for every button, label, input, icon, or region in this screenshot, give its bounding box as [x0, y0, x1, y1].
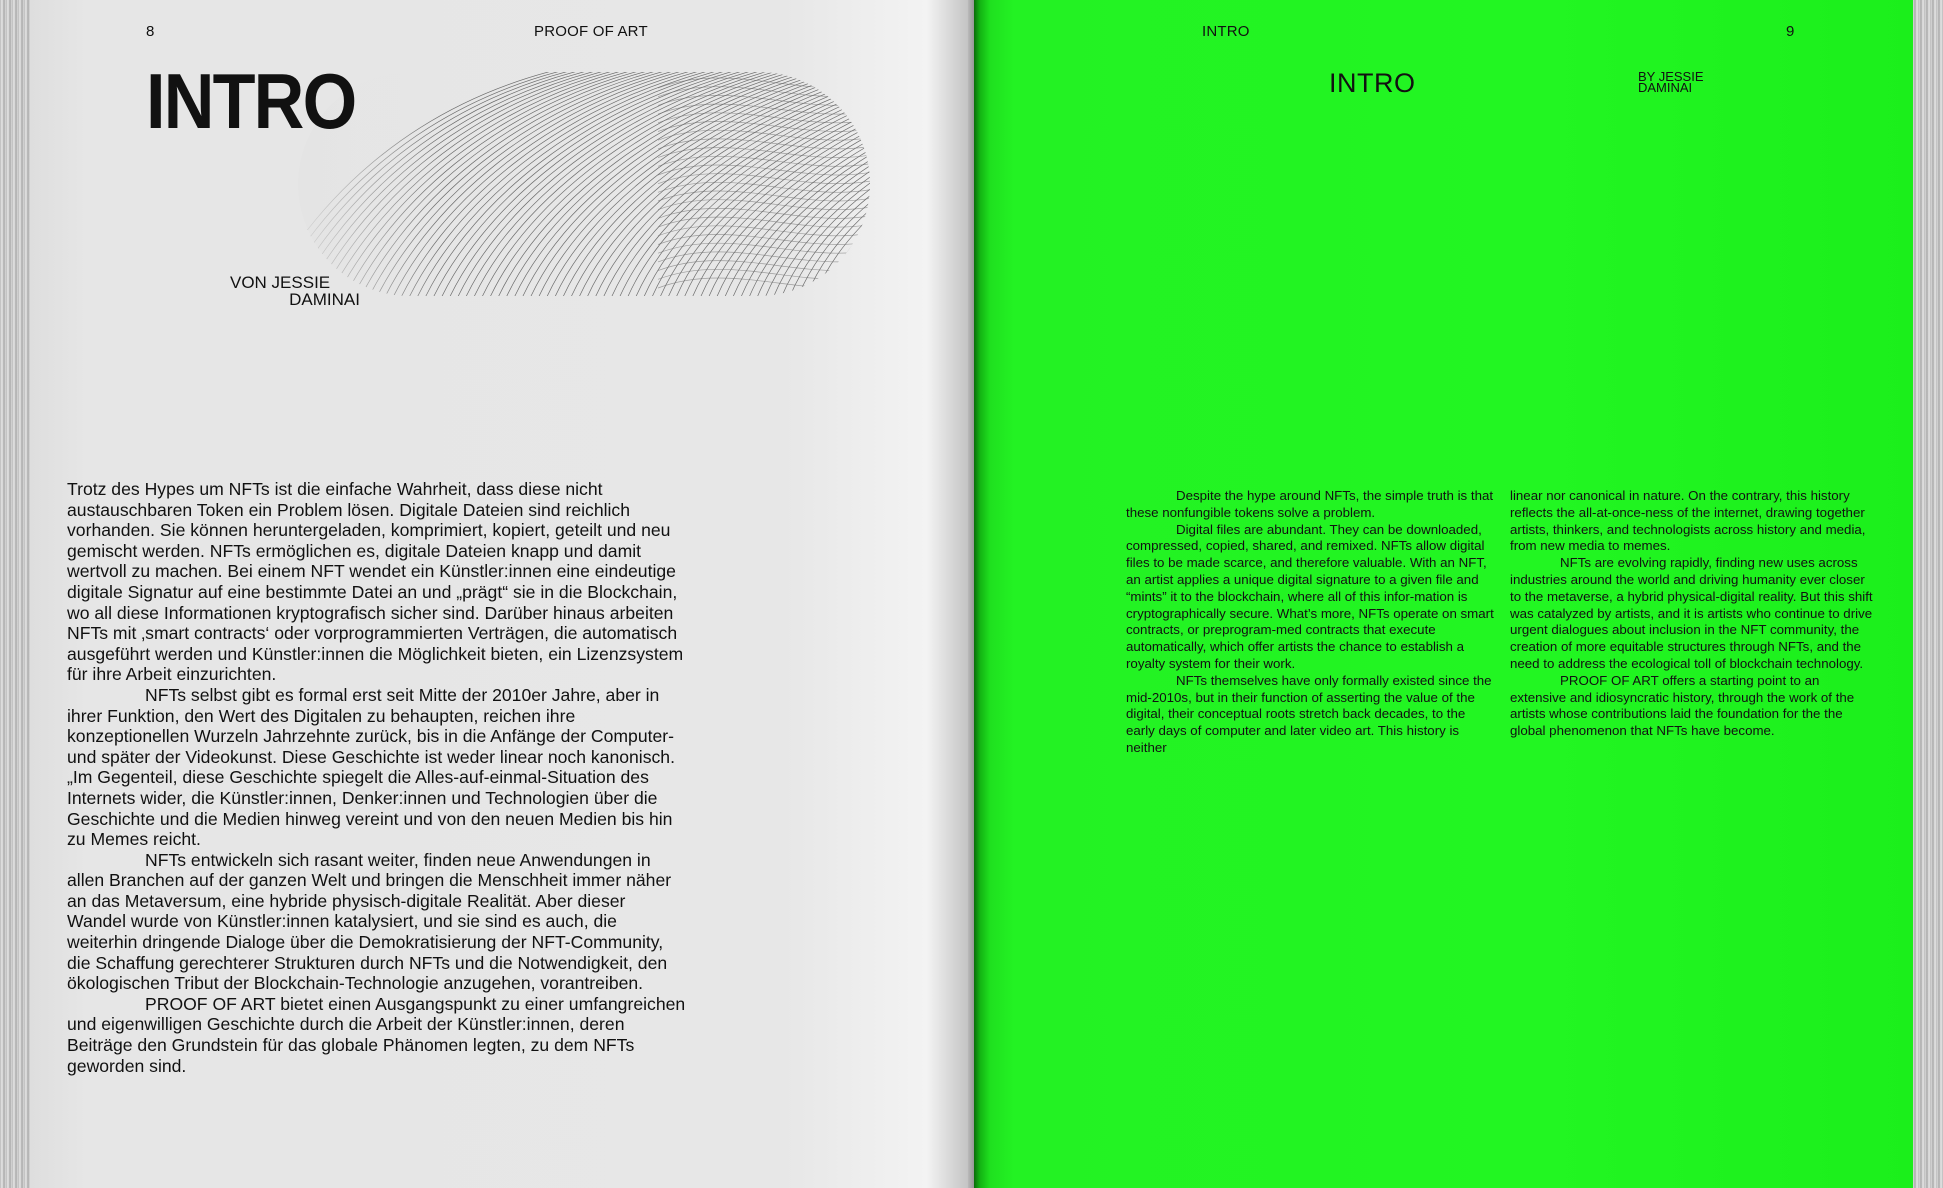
right-paragraph: NFTs themselves have only formally existed since the mid-2010s, but in their function of asserting the value of the digital, their conceptual roots stretch back decades, to the early days of computer and later video art. This history is neither	[1126, 672, 1492, 755]
right-column-1	[1126, 488, 1496, 757]
right-paragraph: PROOF OF ART offers a starting point to an extensive and idiosyncratic history, through the work of the artists whose contributions laid the foundation for the the global phenomenon that NFTs have become.	[1510, 672, 1855, 739]
left-byline-line1: VON JESSIE	[230, 273, 331, 292]
right-page-number: 9	[1786, 23, 1795, 40]
right-paragraph: Despite the hype around NFTs, the simple truth is that these nonfungible tokens solve a problem.	[1126, 488, 1494, 520]
left-paragraph: Trotz des Hypes um NFTs ist die einfache Wahrheit, dass diese nicht austauschbaren Token ein Problem lösen. Digitale Dateien sind reichlich vorhanden. Sie können heruntergeladen, komprimiert, kopiert, geteilt und neu gemischt werden. NFTs ermöglichen es, digitale Dateien knapp und damit wertvoll zu machen. Bei einem NFT wendet ein Künstler:innen eine eindeutige digitale Signatur auf eine bestimmte Datei an und „prägt“ sie in die Blockchain, wo all diese Informationen kryptografisch sicher sind. Darüber hinaus arbeiten NFTs mit ‚smart contracts‘ oder vorprogrammierten Verträgen, die automatisch ausgeführt werden und Künstler:innen die Möglichkeit bieten, ein Lizenzsystem für ihre Arbeit einzurichten.	[67, 479, 684, 685]
left-paragraph: PROOF OF ART bietet einen Ausgangspunkt zu einer umfangreichen und eigenwilligen Geschichte durch die Arbeit der Künstler:innen, deren Beiträge den Grundstein für das globale Phänomen legten, zu dem NFTs geworden sind.	[67, 993, 686, 1076]
right-page-title: INTRO	[1329, 68, 1416, 98]
left-running-header: PROOF OF ART	[534, 23, 648, 40]
left-byline	[218, 274, 360, 308]
right-paragraph: Digital files are abundant. They can be downloaded, compressed, copied, shared, and remixed. NFTs allow digital files to be made scarce, and therefore valuable. With an NFT, an artist applies a unique digital signature to a given file and “mints” it to the blockchain, where all of this infor-mation is cryptographically secure. What’s more, NFTs operate on smart contracts, or preprogram-med contracts that execute automatically, which offer artists the chance to establish a royalty system for their work.	[1126, 521, 1494, 671]
left-body-text	[67, 479, 689, 1076]
right-column-2	[1510, 488, 1876, 740]
left-byline-line2: DAMINAI	[289, 290, 360, 309]
wavy-lines-pill-icon	[298, 68, 870, 300]
page-edges-right	[1913, 0, 1943, 1188]
right-paragraph: linear nor canonical in nature. On the contrary, this history reflects the all-at-once-ness of the internet, drawing together artists, thinkers, and technologists across history and media, from new media to memes.	[1510, 488, 1866, 554]
page-edges-left	[0, 0, 30, 1188]
right-byline-line2: DAMINAI	[1638, 80, 1693, 95]
right-byline-line1: BY JESSIE	[1638, 69, 1704, 84]
right-byline	[1638, 71, 1704, 93]
left-page-number: 8	[146, 23, 155, 40]
left-paragraph: NFTs entwickeln sich rasant weiter, finden neue Anwendungen in allen Branchen auf der ganzen Welt und bringen die Menschheit immer näher an das Metaversum, eine hybride physisch-digitale Realität. Aber dieser Wandel wurde von Künstler:innen katalysiert, und sie sind es auch, die weiterhin dringende Dialoge über die Demokratisierung der NFT-Community, die Schaffung gerechterer Strukturen durch NFTs und die Notwendigkeit, den ökologischen Tribut der Blockchain-Technologie anzugehen, vorantreiben.	[67, 849, 672, 994]
right-paragraph: NFTs are evolving rapidly, finding new uses across industries around the world and driving humanity ever closer to the metaverse, a hybrid physical-digital reality. But this shift was catalyzed by artists, and it is artists who continue to drive urgent dialogues about inclusion in the NFT community, the creation of more equitable structures through NFTs, and the need to address the ecological toll of blockchain technology.	[1510, 555, 1873, 671]
left-paragraph: NFTs selbst gibt es formal erst seit Mitte der 2010er Jahre, aber in ihrer Funktion, den Wert des Digitalen zu behaupten, reichen ihre konzeptionellen Wurzeln Jahrzehnte zurück, bis in die Anfänge der Computer- und später der Videokunst. Diese Geschichte ist weder linear noch kanonisch. „Im Gegenteil, diese Geschichte spiegelt die Alles-auf-einmal-Situation des Internets wider, die Künstler:innen, Denker:innen und Technologien über die Geschichte und die Medien hinweg vereint und von den neuen Medien bis hin zu Memes reicht.	[67, 684, 675, 850]
right-running-header: INTRO	[1202, 23, 1250, 40]
left-page-title: INTRO	[146, 57, 356, 145]
